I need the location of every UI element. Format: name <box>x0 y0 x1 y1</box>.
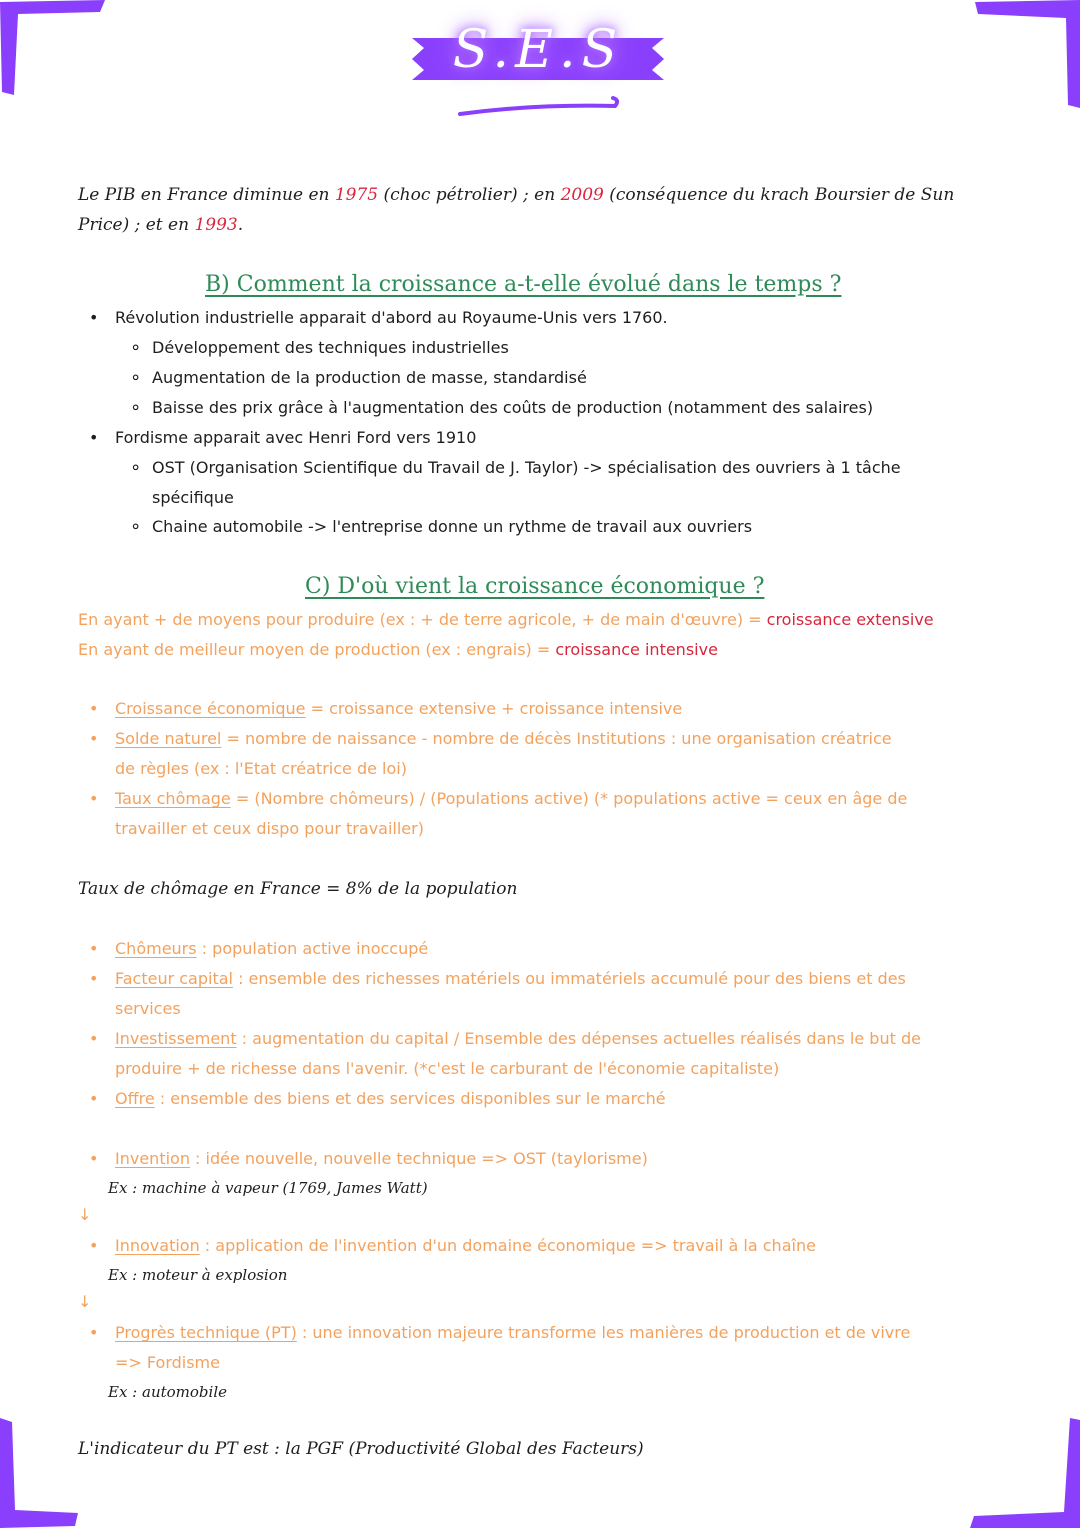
section-c-line-2: En ayant de meilleur moyen de production (ex : engrais) = croissance intensive <box>78 640 718 659</box>
list-item: • Fordisme apparait avec Henri Ford vers 1910 <box>115 427 476 449</box>
list-item: ∘ Baisse des prix grâce à l'augmentation des coûts de production (notamment des salaires) <box>152 397 873 419</box>
definition-item-continuation: travailler et ceux dispo pour travailler) <box>115 819 424 838</box>
definition-item: • Taux chômage = (Nombre chômeurs) / (Populations active) (* populations active = ceux en âge de <box>115 788 907 810</box>
progres-technique-example: Ex : automobile <box>108 1383 227 1401</box>
definition-item: • Investissement : augmentation du capital / Ensemble des dépenses actuelles réalisés dans le but de <box>115 1028 921 1050</box>
progres-technique-item: • Progrès technique (PT) : une innovation majeure transforme les manières de production et de vivre <box>115 1322 910 1344</box>
list-item: ∘ Chaine automobile -> l'entreprise donne un rythme de travail aux ouvriers <box>152 516 752 538</box>
definition-item: • Solde naturel = nombre de naissance - nombre de décès Institutions : une organisation créatrice <box>115 728 892 750</box>
list-item-continuation: spécifique <box>152 488 234 507</box>
list-item: ∘ Développement des techniques industrielles <box>152 337 509 359</box>
list-item: ∘ Augmentation de la production de masse, standardisé <box>152 367 587 389</box>
intro-line-2: Price) ; et en 1993. <box>78 215 244 235</box>
definition-item-continuation: de règles (ex : l'Etat créatrice de loi) <box>115 759 407 778</box>
corner-top-left-brush <box>0 0 110 95</box>
corner-bottom-left-brush <box>0 1418 80 1528</box>
invention-example: Ex : machine à vapeur (1769, James Watt) <box>108 1179 428 1197</box>
progres-technique-continuation: => Fordisme <box>115 1353 220 1372</box>
section-c-heading: C) D'où vient la croissance économique ? <box>305 574 765 599</box>
definition-item: • Offre : ensemble des biens et des services disponibles sur le marché <box>115 1088 666 1110</box>
page-title: S.E.S <box>452 20 624 80</box>
down-arrow-icon: ↓ <box>78 1292 92 1311</box>
definition-item: • Croissance économique = croissance extensive + croissance intensive <box>115 698 682 720</box>
invention-item: • Invention : idée nouvelle, nouvelle technique => OST (taylorisme) <box>115 1148 648 1170</box>
innovation-example: Ex : moteur à explosion <box>108 1266 288 1284</box>
innovation-item: • Innovation : application de l'invention d'un domaine économique => travail à la chaîne <box>115 1235 816 1257</box>
footer-note: L'indicateur du PT est : la PGF (Productivité Global des Facteurs) <box>78 1439 644 1459</box>
section-c-line-1: En ayant + de moyens pour produire (ex : + de terre agricole, + de main d'œuvre) = croissance extensive <box>78 610 934 629</box>
section-b-heading: B) Comment la croissance a-t-elle évolué dans le temps ? <box>205 272 842 297</box>
definition-item-continuation: produire + de richesse dans l'avenir. (*c'est le carburant de l'économie capitaliste) <box>115 1059 780 1078</box>
title-underline-swoosh <box>455 92 625 122</box>
corner-top-right-brush <box>970 0 1080 110</box>
corner-bottom-right-brush <box>960 1418 1080 1528</box>
list-item: ∘ OST (Organisation Scientifique du Travail de J. Taylor) -> spécialisation des ouvriers à 1 tâche <box>152 457 901 479</box>
definition-item: • Facteur capital : ensemble des richesses matériels ou immatériels accumulé pour des biens et des <box>115 968 906 990</box>
intro-line-1: Le PIB en France diminue en 1975 (choc pétrolier) ; en 2009 (conséquence du krach Boursier de Sun <box>78 185 955 205</box>
down-arrow-icon: ↓ <box>78 1205 92 1224</box>
list-item: • Révolution industrielle apparait d'abord au Royaume-Unis vers 1760. <box>115 307 668 329</box>
definition-item-continuation: services <box>115 999 181 1018</box>
unemployment-note: Taux de chômage en France = 8% de la population <box>78 879 518 899</box>
definition-item: • Chômeurs : population active inoccupé <box>115 938 428 960</box>
